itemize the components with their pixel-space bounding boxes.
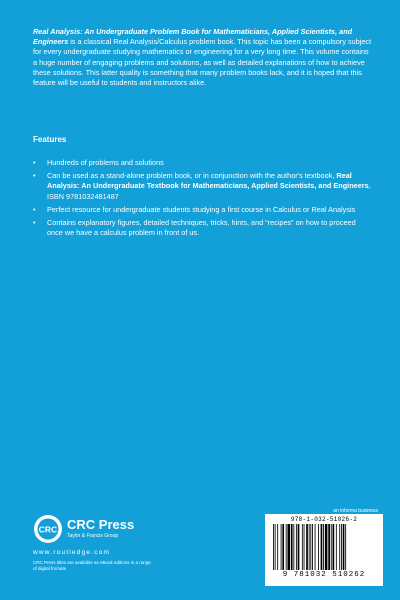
isbn-number: 978-1-032-51026-2 bbox=[290, 516, 358, 523]
intro-body: is a classical Real Analysis/Calculus problem book. This topic has been a compulsory subject for every undergraduate studying mathematics or engineering for a very long time. This volume contains a huge number of engaging problems and solutions, as well as detailed explanations of how to achieve these solutions. This latter quality is something that many problem books lack, and it is hoped that this feature will be useful to students and instructors alike. bbox=[33, 37, 372, 88]
barcode-bar bbox=[286, 524, 287, 570]
publisher-block bbox=[33, 514, 193, 544]
ebook-note: CRC Press titles are available as eBook editions in a range of digital formats bbox=[33, 560, 151, 571]
barcode-digits: 9 781032 510262 bbox=[282, 571, 366, 579]
barcode-bar bbox=[333, 524, 335, 570]
barcode-bar bbox=[331, 524, 332, 570]
barcode-bar bbox=[315, 524, 316, 570]
barcode-bar bbox=[304, 524, 305, 570]
barcode-bar bbox=[328, 524, 330, 570]
textbook-title: Real Analysis: An Undergraduate Textbook for Mathematicians, Applied Scientists, and Engineers bbox=[47, 171, 369, 191]
barcode-bar bbox=[312, 524, 313, 570]
crc-logo-icon bbox=[33, 514, 63, 544]
features-list bbox=[33, 158, 373, 241]
barcode-bar bbox=[323, 524, 324, 570]
barcode-bar bbox=[275, 524, 276, 570]
website-url[interactable]: www.routledge.com bbox=[33, 549, 111, 556]
barcode-bar bbox=[277, 524, 278, 570]
features-heading: Features bbox=[33, 135, 67, 144]
barcode-bar bbox=[339, 524, 340, 570]
list-item: • Hundreds of problems and solutions bbox=[33, 158, 164, 167]
list-item: • Perfect resource for undergraduate students studying a first course in Calculus or Real Analysis bbox=[33, 204, 356, 214]
intro-paragraph bbox=[33, 27, 373, 88]
barcode-bar bbox=[310, 524, 311, 570]
list-item: • Contains explanatory figures, detailed techniques, tricks, hints, and “recipes” on how to proceed once we have a calculus problem in front of us. bbox=[33, 218, 356, 238]
barcode-bar bbox=[318, 524, 319, 570]
barcode-bar bbox=[296, 524, 297, 570]
isbn-barcode bbox=[265, 514, 383, 586]
bullet-icon: • bbox=[33, 171, 36, 181]
barcode-bar bbox=[341, 524, 342, 570]
barcode-bar bbox=[321, 524, 323, 570]
barcode-bar bbox=[309, 524, 310, 570]
barcode-bar bbox=[287, 524, 290, 570]
barcode-bar bbox=[345, 524, 346, 570]
list-item: • Can be used as a stand-alone problem book, or in conjunction with the author's textbook, Real Analysis: An Undergraduate Textbook for Mathematicians, Applied Scientists, and Engineers, ISBN 9781032481487 bbox=[33, 171, 371, 201]
bullet-icon: • bbox=[33, 158, 36, 167]
informa-tagline: an informa business bbox=[333, 508, 378, 514]
barcode-bars bbox=[271, 524, 377, 570]
barcode-bar bbox=[302, 524, 303, 570]
book-title: Real Analysis: An Undergraduate Problem Book for Mathematicians, Applied Scientists, and Engineers bbox=[33, 27, 353, 47]
barcode-bar bbox=[293, 524, 294, 570]
barcode-bar bbox=[282, 524, 284, 570]
crc-logo-text: CRC bbox=[38, 524, 58, 535]
barcode-bar bbox=[306, 524, 308, 570]
barcode-bar bbox=[343, 524, 345, 570]
bullet-icon: • bbox=[33, 204, 36, 214]
barcode-bar bbox=[325, 524, 328, 570]
publisher-group: Taylor & Francis Group bbox=[67, 533, 119, 539]
barcode-bar bbox=[336, 524, 337, 570]
barcode-bar bbox=[281, 524, 282, 570]
publisher-name: CRC Press bbox=[67, 517, 135, 532]
barcode-bar bbox=[298, 524, 300, 570]
barcode-bar bbox=[273, 524, 274, 570]
bullet-icon: • bbox=[33, 218, 36, 228]
barcode-bar bbox=[291, 524, 293, 570]
